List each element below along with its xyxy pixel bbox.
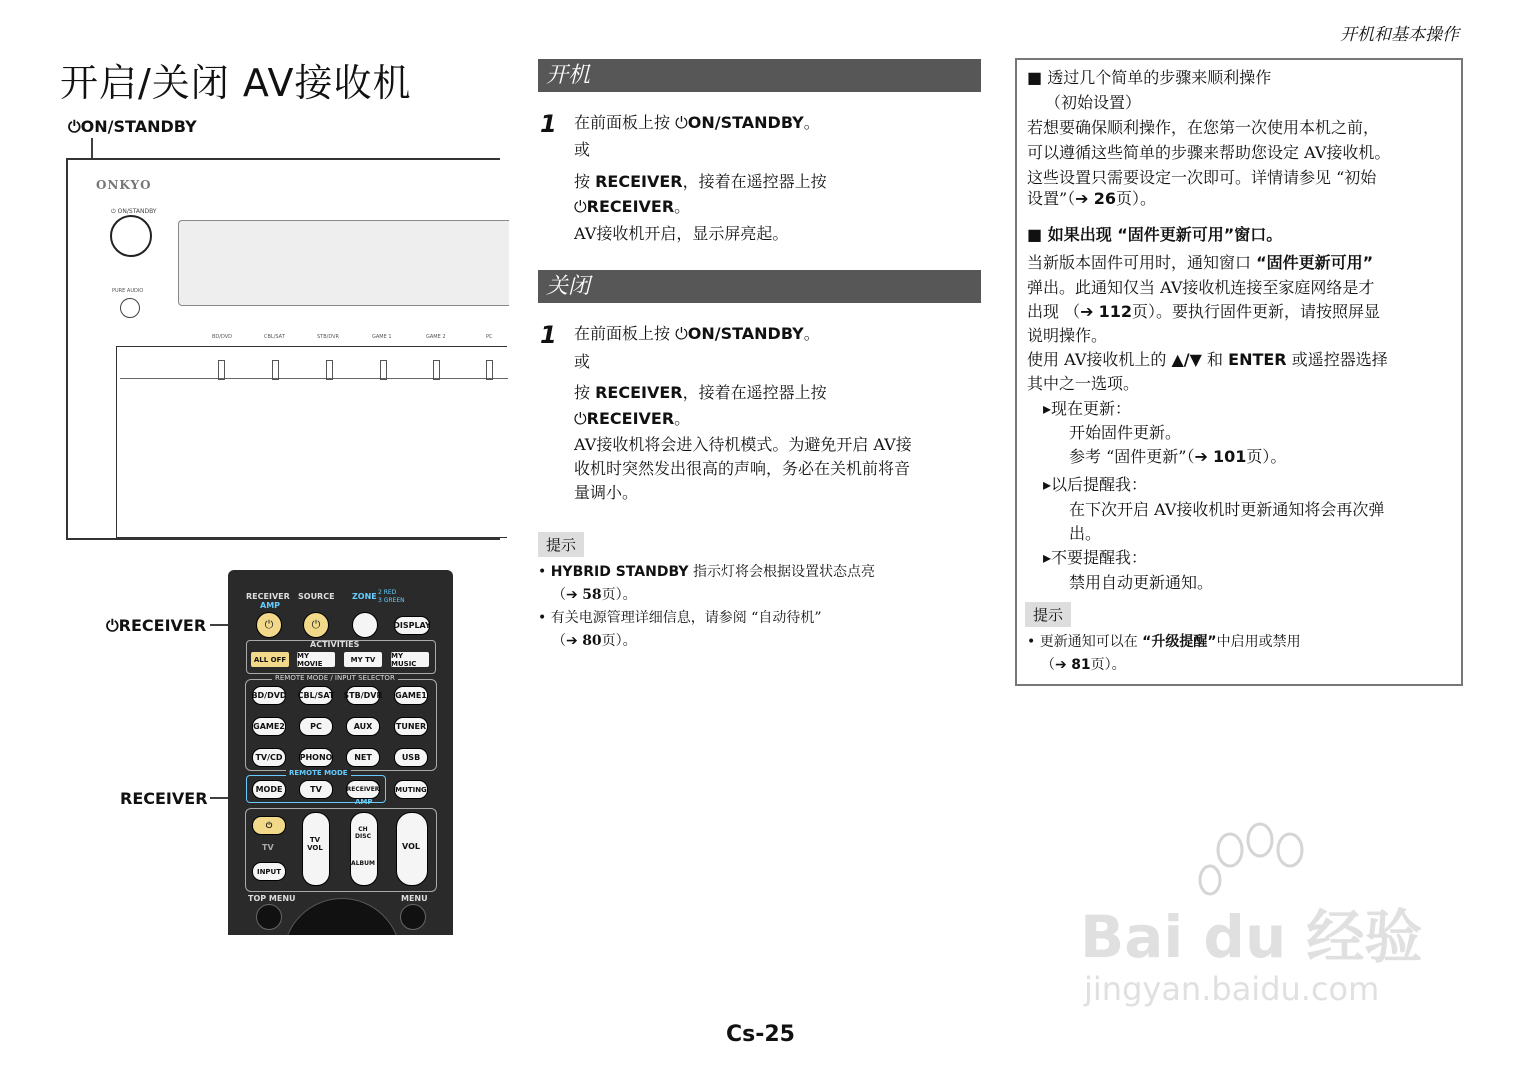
tv-input-button[interactable]: INPUT (252, 862, 286, 881)
all-off-button[interactable]: ALL OFF (251, 652, 289, 667)
receiver-front-panel (66, 158, 500, 540)
remote-mode-label: REMOTE MODE (286, 769, 351, 777)
tv-mode-button[interactable]: TV (299, 780, 333, 799)
power-icon: ⏻ (574, 197, 587, 216)
input-button[interactable]: STB/DVR (346, 686, 380, 705)
power-icon: ⏻ (675, 113, 688, 132)
triangle-right-icon: ▸ (1043, 548, 1052, 567)
selector-label: STB/DVR (317, 334, 339, 340)
setup-heading: ■ 透过几个简单的步骤来顺利操作 (1027, 68, 1272, 87)
option-update-now: ▸现在更新： (1043, 399, 1132, 418)
display-window (178, 220, 509, 306)
tip-ref: （➔ 80页）。 (552, 633, 637, 649)
page-title: 开启/关闭 AV接收机 (60, 61, 412, 105)
receiver-power-callout: ⏻RECEIVER (106, 616, 207, 635)
tip-item: • 有关电源管理详细信息，请参阅 “自动待机” (538, 610, 822, 626)
pure-audio-button[interactable] (120, 298, 140, 318)
selector-label: GAME 2 (426, 334, 446, 340)
update-line: 说明操作。 (1027, 326, 1108, 345)
input-button[interactable]: PC (299, 717, 333, 736)
tips-label: 提示 (538, 532, 584, 557)
my-movie-button[interactable]: MY MOVIE (297, 652, 335, 667)
menu-button[interactable] (400, 904, 426, 930)
input-button[interactable]: CBL/SAT (299, 686, 333, 705)
menu-label: MENU (401, 894, 428, 903)
album-label: ALBUM (351, 860, 375, 867)
remote-amp-label: AMP (260, 601, 281, 610)
selector-button[interactable] (433, 360, 440, 380)
remote-receiver-label: RECEIVER (246, 592, 290, 601)
input-button[interactable]: PHONO (299, 748, 333, 767)
selector-button[interactable] (486, 360, 493, 380)
selector-button[interactable] (272, 360, 279, 380)
update-line: 当新版本固件可用时，通知窗口 “固件更新可用” (1027, 253, 1374, 272)
input-button[interactable]: NET (346, 748, 380, 767)
power-on-result: AV接收机开启，显示屏亮起。 (574, 224, 789, 243)
option-never-remind: ▸不要提醒我： (1043, 548, 1148, 567)
ch-disc-label: CH DISC (355, 826, 371, 840)
power-icon: ⏻ (106, 616, 119, 635)
input-button[interactable]: GAME1 (394, 686, 428, 705)
on-standby-button[interactable] (110, 215, 152, 257)
tip-item: • HYBRID STANDBY 指示灯将会根据设置状态点亮 (538, 564, 875, 580)
selector-label: GAME 1 (372, 334, 392, 340)
input-button[interactable]: USB (394, 748, 428, 767)
activities-label: ACTIVITIES (310, 640, 360, 649)
baidu-watermark (1080, 820, 1440, 1020)
source-power-button[interactable]: ⏻ (303, 612, 329, 638)
watermark-brand: Bai du 经验 (1080, 903, 1423, 971)
selector-label: CBL/SAT (264, 334, 285, 340)
my-music-button[interactable]: MY MUSIC (391, 652, 429, 667)
lower-panel (116, 346, 507, 538)
option-desc: 禁用自动更新通知。 (1069, 573, 1214, 592)
box-tip-line: • 更新通知可以在 “升级提醒”中启用或禁用 (1027, 634, 1301, 650)
update-line: 其中之一选项。 (1027, 374, 1140, 393)
power-icon: ⏻ (675, 324, 688, 343)
selector-label: BD/DVD (212, 334, 232, 340)
power-off-line1: 在前面板上按 ⏻ON/STANDBY。 (574, 324, 820, 343)
input-selector-label: REMOTE MODE / INPUT SELECTOR (272, 674, 398, 682)
box-tip-ref: （➔ 81页）。 (1041, 657, 1126, 673)
option-desc: 开始固件更新。 (1069, 423, 1182, 442)
option-desc: 在下次开启 AV接收机时更新通知将会再次弹 (1069, 500, 1385, 519)
brand-logo: ONKYO (96, 178, 152, 192)
on-standby-callout: ⏻ON/STANDBY (68, 117, 197, 136)
power-off-heading: 关闭 (538, 270, 981, 303)
top-menu-label: TOP MENU (248, 894, 296, 903)
option-desc: 出。 (1069, 524, 1102, 543)
update-line: 出现 （➔ 112页）。要执行固件更新，请按照屏显 (1027, 302, 1381, 321)
update-heading: ■ 如果出现 “固件更新可用”窗口。 (1027, 225, 1283, 244)
setup-line: 这些设置只需要设定一次即可。详情请参见 “初始 (1027, 168, 1377, 187)
triangle-right-icon: ▸ (1043, 399, 1052, 418)
box-tips-label: 提示 (1025, 602, 1071, 627)
info-box (1015, 58, 1463, 686)
input-button[interactable]: BD/DVD (252, 686, 286, 705)
input-button[interactable]: TV/CD (252, 748, 286, 767)
pure-audio-label: PURE AUDIO (112, 288, 144, 294)
remote-zone-colors: 2 RED 3 GREEN (378, 589, 405, 604)
amp-label: AMP (355, 798, 373, 806)
step-number: 1 (540, 110, 557, 138)
option-desc: 参考 “固件更新”（➔ 101页）。 (1069, 447, 1287, 466)
power-off-result-line: 收机时突然发出很高的声响，务必在关机前将音 (574, 459, 911, 478)
display-button[interactable]: DISPLAY (394, 616, 430, 635)
power-icon: ⏻ (68, 117, 81, 136)
zone-button[interactable] (352, 612, 378, 638)
channel-rocker[interactable] (350, 812, 378, 886)
receiver-mode-button[interactable]: RECEIVER (346, 780, 380, 799)
power-on-line1: 在前面板上按 ⏻ON/STANDBY。 (574, 113, 820, 132)
power-off-result-line: AV接收机将会进入待机模式。为避免开启 AV接 (574, 435, 912, 454)
tv-vol-label: TV VOL (307, 836, 323, 852)
remote-zone-label: ZONE (352, 592, 377, 601)
step-number: 1 (540, 321, 557, 349)
power-icon: ⏻ (574, 409, 587, 428)
power-on-heading: 开机 (538, 59, 981, 92)
setup-heading-sub: （初始设置） (1045, 93, 1142, 112)
receiver-mode-callout: RECEIVER (120, 789, 208, 808)
power-off-line2: 按 RECEIVER，接着在遥控器上按 (574, 383, 827, 402)
power-on-line2: 按 RECEIVER，接着在遥控器上按 (574, 172, 827, 191)
power-off-line3: ⏻RECEIVER。 (574, 409, 691, 428)
top-menu-button[interactable] (256, 904, 282, 930)
power-on-line3: ⏻RECEIVER。 (574, 197, 691, 216)
vol-label: VOL (402, 842, 420, 851)
receiver-power-button[interactable]: ⏻ (256, 612, 282, 638)
panel-divider (120, 378, 508, 379)
input-button[interactable]: AUX (346, 717, 380, 736)
selector-label: PC (486, 334, 493, 340)
mode-button[interactable]: MODE (252, 780, 286, 799)
page-number: Cs-25 (726, 1022, 795, 1047)
input-button[interactable]: TUNER (394, 717, 428, 736)
selector-button[interactable] (326, 360, 333, 380)
panel-power-label: ⏻ ON/STANDBY (111, 208, 157, 215)
selector-button[interactable] (218, 360, 225, 380)
setup-line: 可以遵循这些简单的步骤来帮助您设定 AV接收机。 (1027, 143, 1391, 162)
muting-button[interactable]: MUTING (394, 780, 428, 799)
option-remind-later: ▸以后提醒我： (1043, 475, 1148, 494)
update-line: 使用 AV接收机上的 ▲/▼ 和 ENTER 或遥控器选择 (1027, 350, 1388, 369)
selector-button[interactable] (380, 360, 387, 380)
power-on-or: 或 (574, 140, 591, 159)
update-line: 弹出。此通知仅当 AV接收机连接至家庭网络是才 (1027, 278, 1375, 297)
remote-source-label: SOURCE (298, 592, 335, 601)
input-button[interactable]: GAME2 (252, 717, 286, 736)
my-tv-button[interactable]: MY TV (344, 652, 382, 667)
setup-ref: 设置”（➔ 26页）。 (1027, 189, 1156, 208)
triangle-right-icon: ▸ (1043, 475, 1052, 494)
power-off-result-line: 量调小。 (574, 483, 639, 502)
setup-line: 若想要确保顺利操作，在您第一次使用本机之前， (1027, 118, 1380, 137)
power-off-or: 或 (574, 352, 591, 371)
watermark-url: jingyan.baidu.com (1084, 970, 1380, 1008)
tv-label: TV (262, 843, 274, 852)
remote-control (228, 570, 453, 935)
tip-ref: （➔ 58页）。 (552, 587, 637, 603)
tv-power-button[interactable]: ⏻ (252, 816, 286, 835)
running-header: 开机和基本操作 (1340, 25, 1459, 45)
navigation-pad[interactable] (283, 898, 401, 935)
